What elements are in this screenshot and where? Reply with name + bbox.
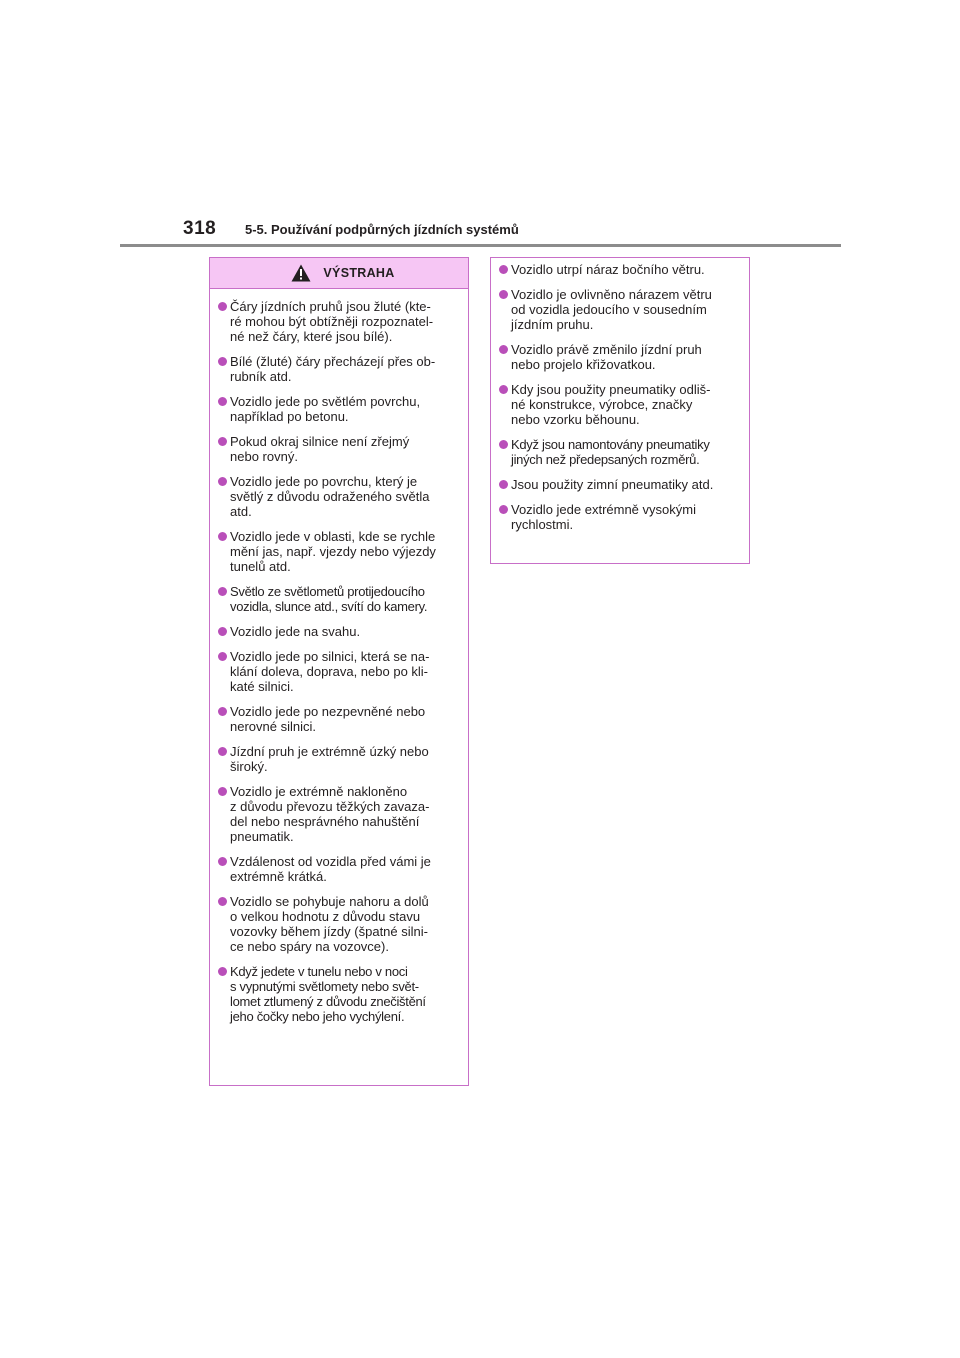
bullet-icon <box>218 967 227 976</box>
item-text: Pokud okraj silnice není zřejmý nebo rovný. <box>230 434 410 464</box>
bullet-icon <box>218 437 227 446</box>
item-text: Když jedete v tunelu nebo v noci s vypnutými světlomety nebo svět- lomet ztlumený z důvodu znečištění jeho čočky nebo jeho vychýlení. <box>230 964 426 1024</box>
item-text: Vozidlo jede po povrchu, který je světlý z důvodu odraženého světla atd. <box>230 474 430 519</box>
bullet-icon <box>499 385 508 394</box>
warning-continued-list <box>491 258 749 532</box>
item-text: Vozidlo jede na svahu. <box>230 624 361 639</box>
bullet-icon <box>218 397 227 406</box>
bullet-icon <box>499 265 508 274</box>
bullet-icon <box>218 532 227 541</box>
warning-header <box>210 258 468 289</box>
bullet-icon <box>499 505 508 514</box>
list-item <box>218 704 460 734</box>
bullet-icon <box>499 290 508 299</box>
item-text: Světlo ze světlometů protijedoucího vozidla, slunce atd., svítí do kamery. <box>230 584 428 614</box>
list-item <box>218 434 460 464</box>
warning-box <box>209 257 469 1086</box>
item-text: Vozidlo utrpí náraz bočního větru. <box>511 262 705 277</box>
item-text: Vozidlo jede po silnici, která se na- klání doleva, doprava, nebo po kli- katé silnici. <box>230 649 430 694</box>
item-text: Vozidlo jede po nezpevněné nebo nerovné silnici. <box>230 704 426 734</box>
list-item <box>218 354 460 384</box>
page-number: 318 <box>183 218 217 239</box>
list-item <box>499 437 741 467</box>
warning-triangle-icon <box>291 264 311 282</box>
item-text: Bílé (žluté) čáry přecházejí přes ob- rubník atd. <box>230 354 436 384</box>
bullet-icon <box>499 440 508 449</box>
section-title: 5-5. Používání podpůrných jízdních systémů <box>245 221 519 237</box>
list-item <box>218 784 460 844</box>
list-item <box>218 854 460 884</box>
item-text: Vozidlo se pohybuje nahoru a dolů o velkou hodnotu z důvodu stavu vozovky během jízdy (špatné silni- ce nebo spáry na vozovce). <box>230 894 429 954</box>
bullet-icon <box>499 480 508 489</box>
header-divider <box>120 244 841 247</box>
list-item <box>218 394 460 424</box>
list-item <box>218 474 460 519</box>
bullet-icon <box>218 477 227 486</box>
list-item <box>218 744 460 774</box>
list-item <box>218 894 460 954</box>
list-item <box>218 299 460 344</box>
list-item <box>499 382 741 427</box>
bullet-icon <box>218 652 227 661</box>
list-item <box>218 964 460 1024</box>
bullet-icon <box>218 857 227 866</box>
bullet-icon <box>218 707 227 716</box>
item-text: Vozidlo je extrémně nakloněno z důvodu převozu těžkých zavaza- del nebo nesprávného nahuštění pneumatik. <box>230 784 430 844</box>
list-item <box>218 624 460 639</box>
bullet-icon <box>218 587 227 596</box>
item-text: Vozidlo právě změnilo jízdní pruh nebo projelo křižovatkou. <box>511 342 702 372</box>
list-item <box>218 584 460 614</box>
list-item <box>218 529 460 574</box>
warning-list <box>210 289 468 1024</box>
item-text: Když jsou namontovány pneumatiky jiných než předepsaných rozměrů. <box>511 437 710 467</box>
item-text: Čáry jízdních pruhů jsou žluté (kte- ré mohou být obtížněji rozpoznatel- né než čáry, které jsou bílé). <box>230 299 434 344</box>
item-text: Vozidlo jede v oblasti, kde se rychle mění jas, např. vjezdy nebo výjezdy tunelů atd. <box>230 529 436 574</box>
list-item <box>499 502 741 532</box>
item-text: Vozidlo je ovlivněno nárazem větru od vozidla jedoucího v sousedním jízdním pruhu. <box>511 287 712 332</box>
list-item <box>499 262 741 277</box>
list-item <box>218 649 460 694</box>
item-text: Jízdní pruh je extrémně úzký nebo široký. <box>230 744 429 774</box>
bullet-icon <box>218 357 227 366</box>
item-text: Kdy jsou použity pneumatiky odliš- né konstrukce, výrobce, značky nebo vzorku běhounu. <box>511 382 711 427</box>
list-item <box>499 342 741 372</box>
item-text: Vozidlo jede po světlém povrchu, například po betonu. <box>230 394 421 424</box>
list-item <box>499 287 741 332</box>
warning-continued-box <box>490 257 750 564</box>
bullet-icon <box>218 787 227 796</box>
page-header <box>183 211 519 247</box>
item-text: Vzdálenost od vozidla před vámi je extrémně krátká. <box>230 854 431 884</box>
bullet-icon <box>218 627 227 636</box>
list-item <box>499 477 741 492</box>
warning-title: VÝSTRAHA <box>323 266 395 280</box>
item-text: Jsou použity zimní pneumatiky atd. <box>511 477 714 492</box>
item-text: Vozidlo jede extrémně vysokými rychlostmi. <box>511 502 696 532</box>
bullet-icon <box>218 747 227 756</box>
bullet-icon <box>218 897 227 906</box>
bullet-icon <box>218 302 227 311</box>
bullet-icon <box>499 345 508 354</box>
